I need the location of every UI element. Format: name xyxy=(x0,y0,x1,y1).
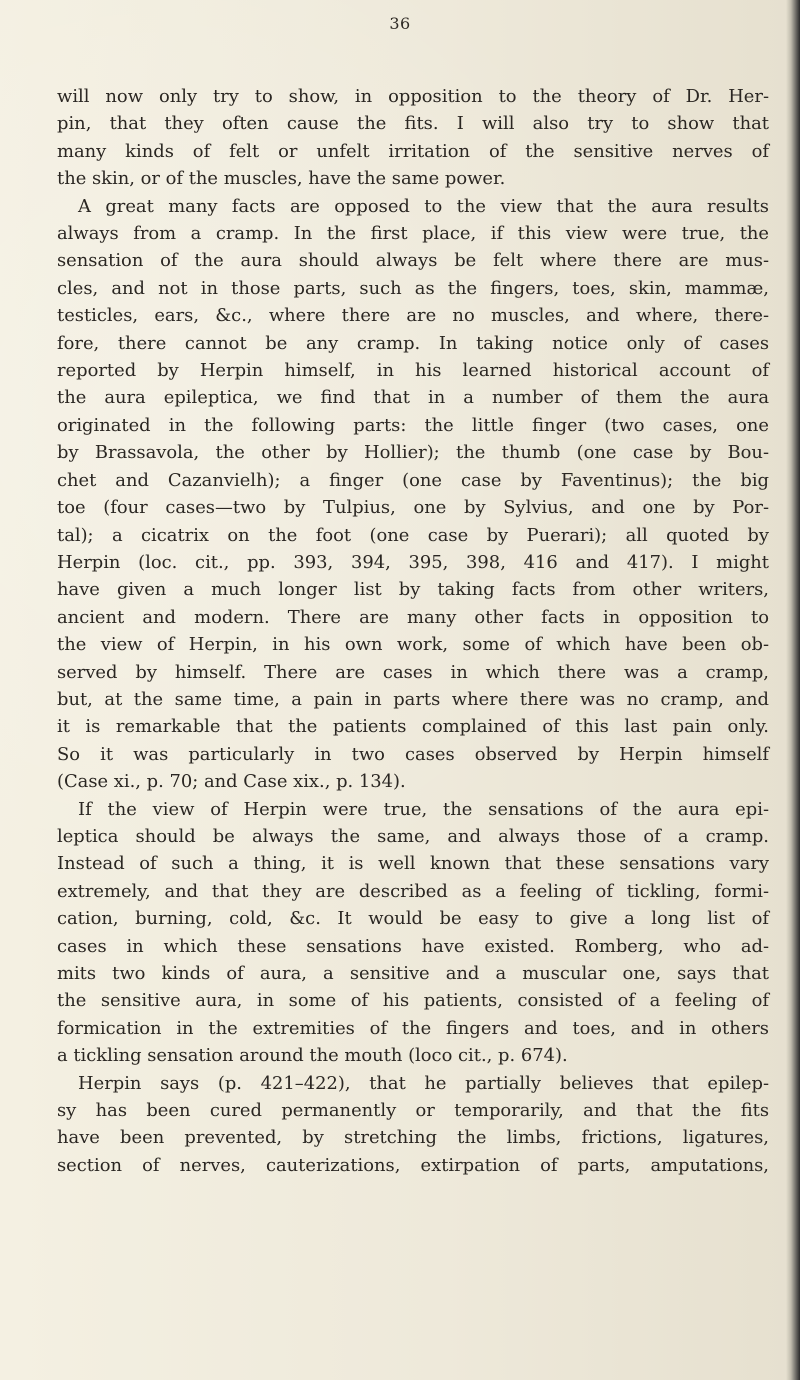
text-line: have given a much longer list by taking facts from other writers, xyxy=(57,579,769,601)
text-line: cles, and not in those parts, such as the fingers, toes, skin, mammæ, xyxy=(57,277,769,299)
text-line: sy has been cured permanently or temporarily, and that the fits xyxy=(57,1100,769,1122)
text-line: many kinds of felt or unfelt irritation of the sensitive nerves of xyxy=(57,140,769,162)
text-line: chet and Cazanvielh); a finger (one case by Faventinus); the big xyxy=(57,469,769,491)
text-line: tal); a cicatrix on the foot (one case by Puerari); all quoted by xyxy=(57,524,769,546)
text-line: cases in which these sensations have existed. Romberg, who ad- xyxy=(57,935,769,957)
text-line: the sensitive aura, in some of his patients, consisted of a feeling of xyxy=(57,990,769,1012)
text-line: always from a cramp. In the first place, if this view were true, the xyxy=(57,223,769,245)
text-line: toe (four cases—two by Tulpius, one by Sylvius, and one by Por- xyxy=(57,497,769,519)
text-line: So it was particularly in two cases observed by Herpin himself xyxy=(57,743,769,765)
text-line: formication in the extremities of the fingers and toes, and in others xyxy=(57,1017,769,1039)
text-line: (Case xi., p. 70; and Case xix., p. 134). xyxy=(57,771,406,793)
page-edge-shadow xyxy=(786,0,800,1380)
text-line: testicles, ears, &c., where there are no muscles, and where, there- xyxy=(57,305,769,327)
text-line: extremely, and that they are described as a feeling of tickling, formi- xyxy=(57,880,769,902)
text-line: A great many facts are opposed to the view that the aura results xyxy=(78,195,769,217)
text-line: the skin, or of the muscles, have the same power. xyxy=(57,168,506,190)
text-line: by Brassavola, the other by Hollier); the thumb (one case by Bou- xyxy=(57,442,769,464)
text-line: ancient and modern. There are many other facts in opposition to xyxy=(57,606,769,628)
body-text xyxy=(57,83,769,1179)
text-line: a tickling sensation around the mouth (loco cit., p. 674). xyxy=(57,1045,568,1067)
text-line: it is remarkable that the patients complained of this last pain only. xyxy=(57,716,769,738)
text-line: served by himself. There are cases in which there was a cramp, xyxy=(57,661,769,683)
text-line: If the view of Herpin were true, the sensations of the aura epi- xyxy=(78,798,769,820)
text-line: but, at the same time, a pain in parts where there was no cramp, and xyxy=(57,688,769,710)
text-line: pin, that they often cause the fits. I will also try to show that xyxy=(57,113,769,135)
text-line: have been prevented, by stretching the limbs, frictions, ligatures, xyxy=(57,1127,769,1149)
text-line: reported by Herpin himself, in his learned historical account of xyxy=(57,360,769,382)
page-number: 36 xyxy=(389,14,411,33)
text-line: cation, burning, cold, &c. It would be easy to give a long list of xyxy=(57,908,769,930)
text-line: Instead of such a thing, it is well known that these sensations vary xyxy=(57,853,769,875)
text-line: Herpin says (p. 421–422), that he partially believes that epilep- xyxy=(78,1072,769,1094)
text-line: mits two kinds of aura, a sensitive and a muscular one, says that xyxy=(57,963,769,984)
text-line: originated in the following parts: the little finger (two cases, one xyxy=(57,414,769,436)
text-line: section of nerves, cauterizations, extirpation of parts, amputations, xyxy=(57,1154,769,1176)
text-line: sensation of the aura should always be felt where there are mus- xyxy=(57,250,769,272)
text-line: the aura epileptica, we find that in a number of them the aura xyxy=(57,387,769,409)
text-line: Herpin (loc. cit., pp. 393, 394, 395, 398, 416 and 417). I might xyxy=(57,551,769,573)
text-line: leptica should be always the same, and always those of a cramp. xyxy=(57,825,769,847)
text-line: will now only try to show, in opposition to the theory of Dr. Her- xyxy=(57,86,769,107)
text-line: the view of Herpin, in his own work, some of which have been ob- xyxy=(57,634,769,656)
text-line: fore, there cannot be any cramp. In taking notice only of cases xyxy=(57,332,769,354)
